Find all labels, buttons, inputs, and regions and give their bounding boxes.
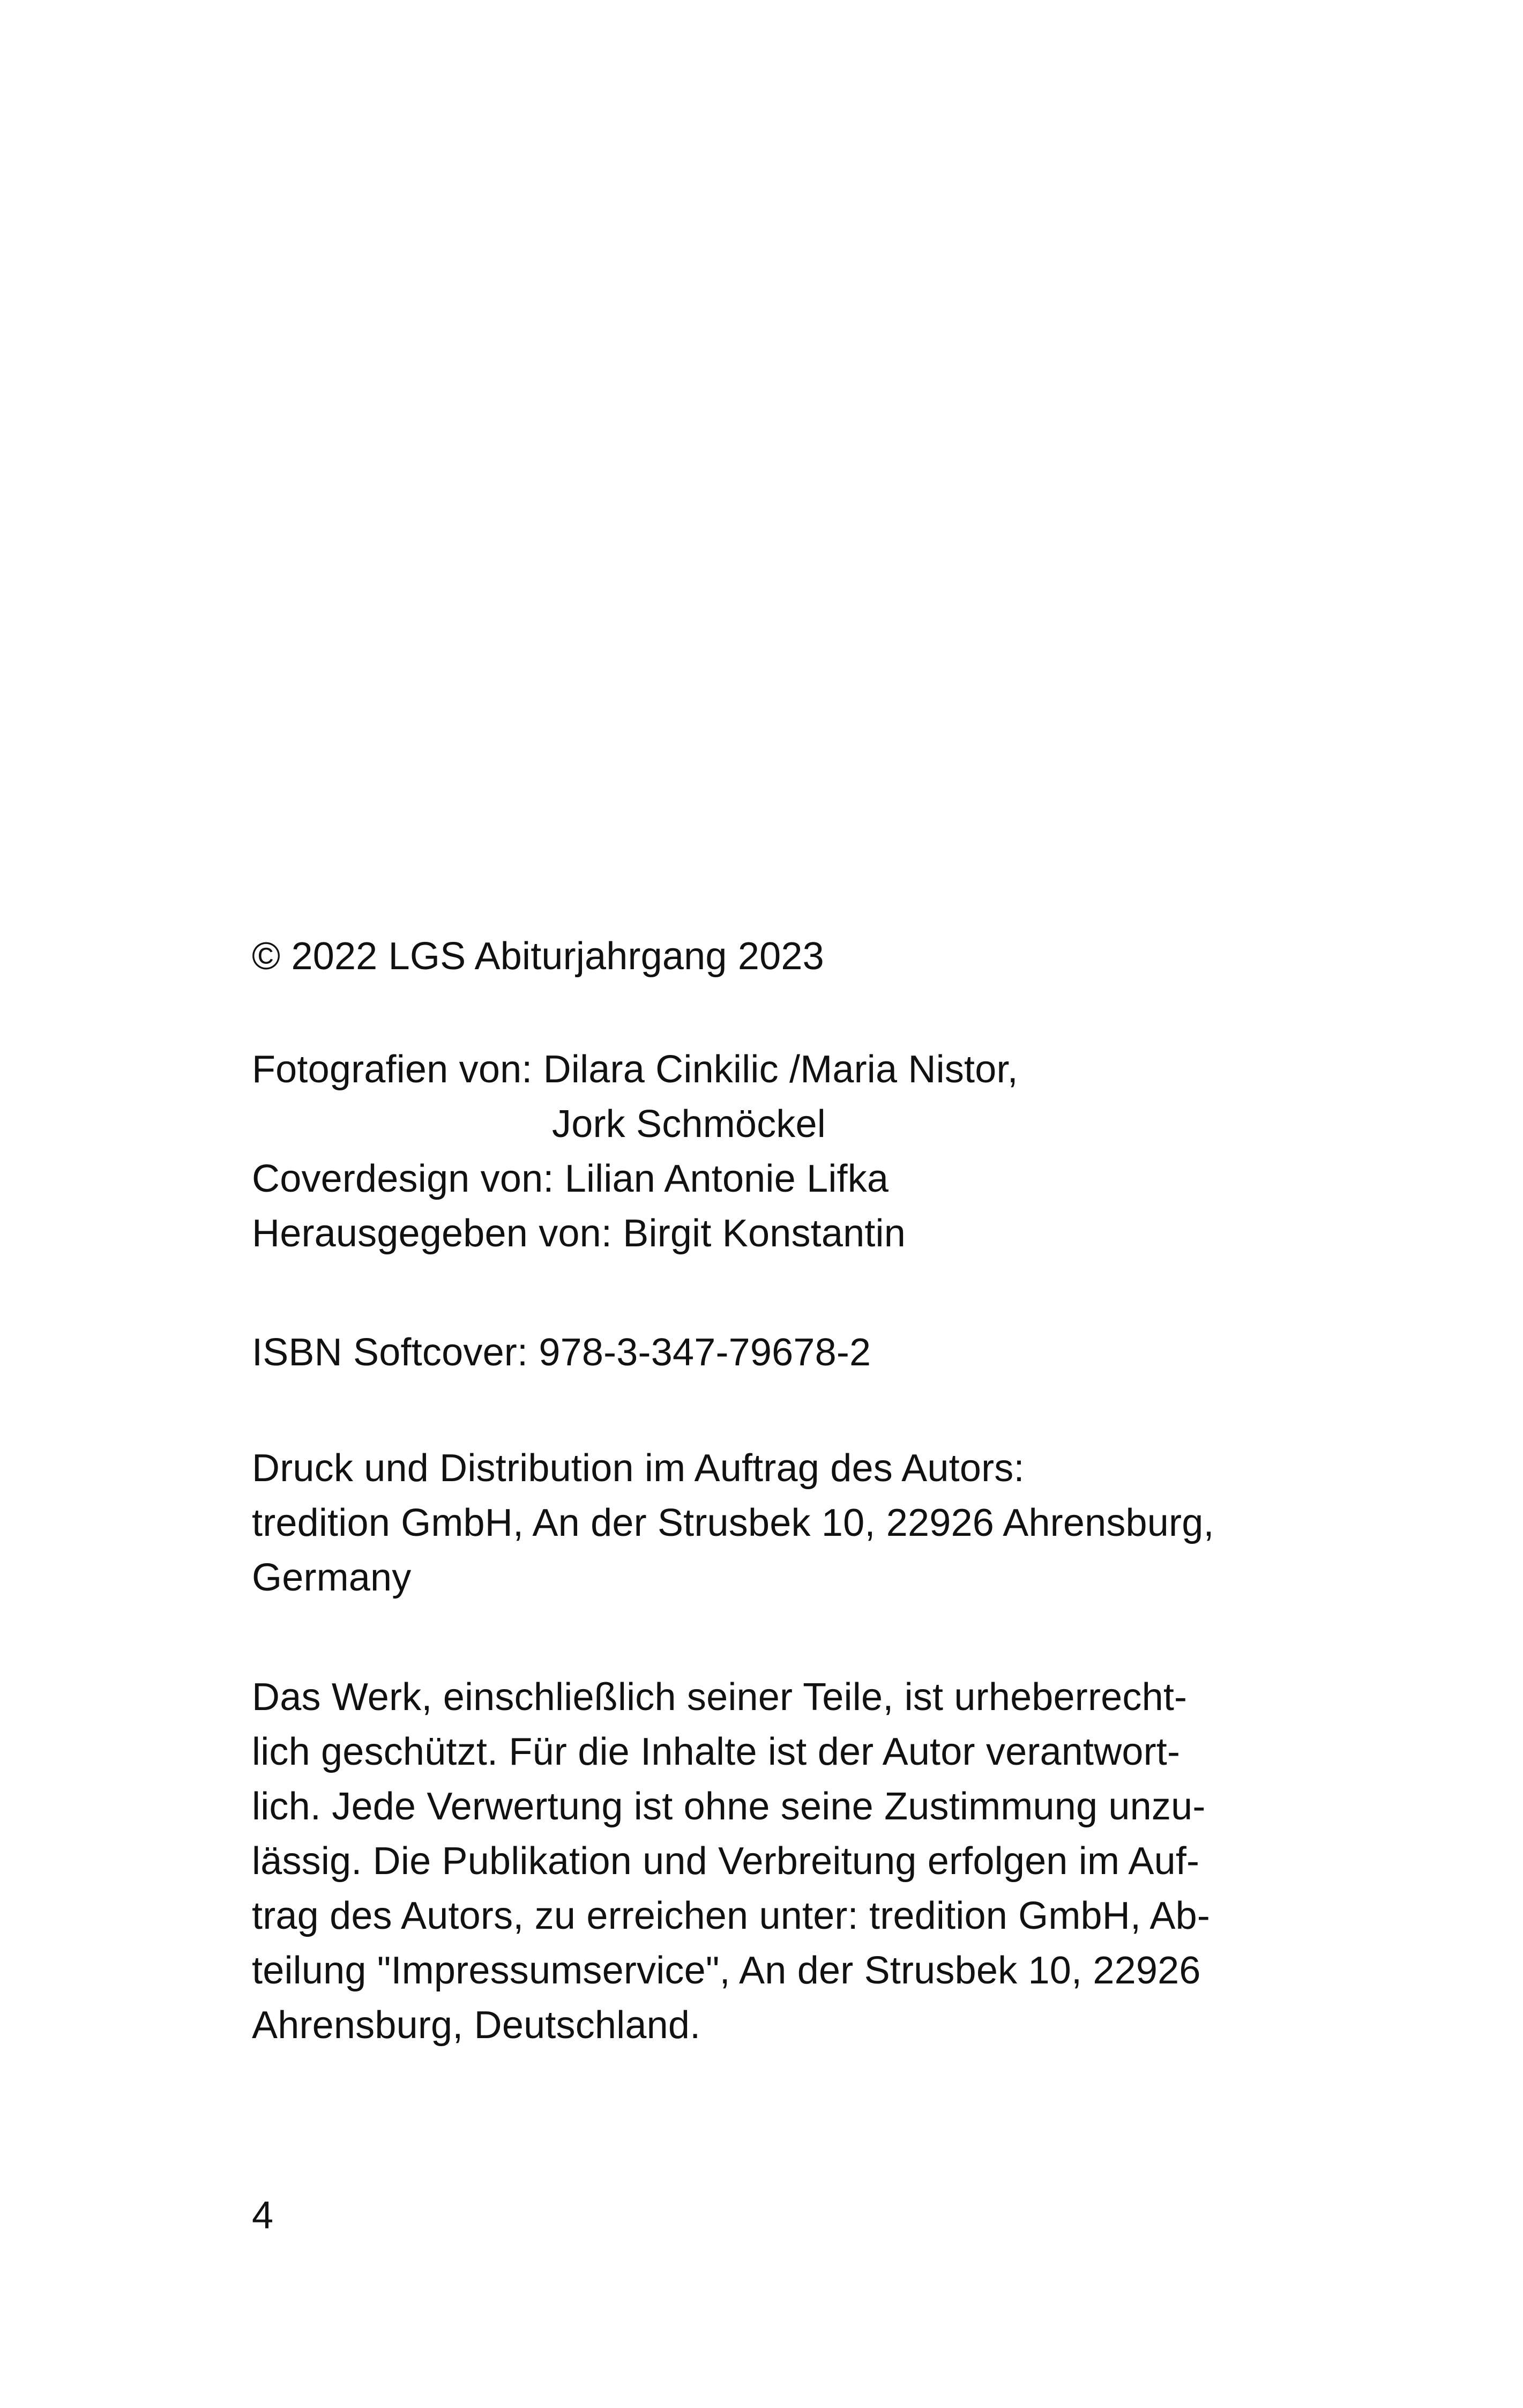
credits-block: [252, 1042, 1324, 1261]
cover-design-credit: Coverdesign von: Lilian Antonie Lifka: [252, 1157, 889, 1200]
isbn-block: [252, 1325, 1324, 1380]
copyright-notice: [252, 929, 1324, 984]
legal-line: lich geschützt. Für die Inhalte ist der Autor verantwort-: [252, 1730, 1181, 1773]
photo-credit-continuation: Jork Schmöckel: [552, 1103, 826, 1146]
editor-credit: Herausgegeben von: Birgit Konstantin: [252, 1212, 906, 1255]
legal-line: Das Werk, einschließlich seiner Teile, ist urheberrecht-: [252, 1676, 1188, 1719]
printing-distribution-block: [252, 1441, 1324, 1605]
isbn-line: ISBN Softcover: 978-3-347-79678-2: [252, 1331, 871, 1374]
legal-line: lässig. Die Publikation und Verbreitung erfolgen im Auf-: [252, 1840, 1200, 1883]
legal-line: lich. Jede Verwertung ist ohne seine Zustimmung unzu-: [252, 1785, 1206, 1828]
printing-line: tredition GmbH, An der Strusbek 10, 22926 Ahrensburg,: [252, 1502, 1214, 1544]
page-number: 4: [252, 2194, 274, 2237]
printing-line: Druck und Distribution im Auftrag des Autors:: [252, 1447, 1025, 1490]
printing-line: Germany: [252, 1556, 412, 1599]
copyright-line: © 2022 LGS Abiturjahrgang 2023: [252, 935, 824, 978]
legal-notice-block: [252, 1670, 1324, 2053]
legal-line: Ahrensburg, Deutschland.: [252, 2004, 701, 2047]
photo-credit-line: Fotografien von: Dilara Cinkilic /Maria Nistor,: [252, 1048, 1018, 1091]
legal-line: trag des Autors, zu erreichen unter: tredition GmbH, Ab-: [252, 1894, 1211, 1937]
legal-line: teilung "Impressumservice", An der Strusbek 10, 22926: [252, 1949, 1201, 1992]
